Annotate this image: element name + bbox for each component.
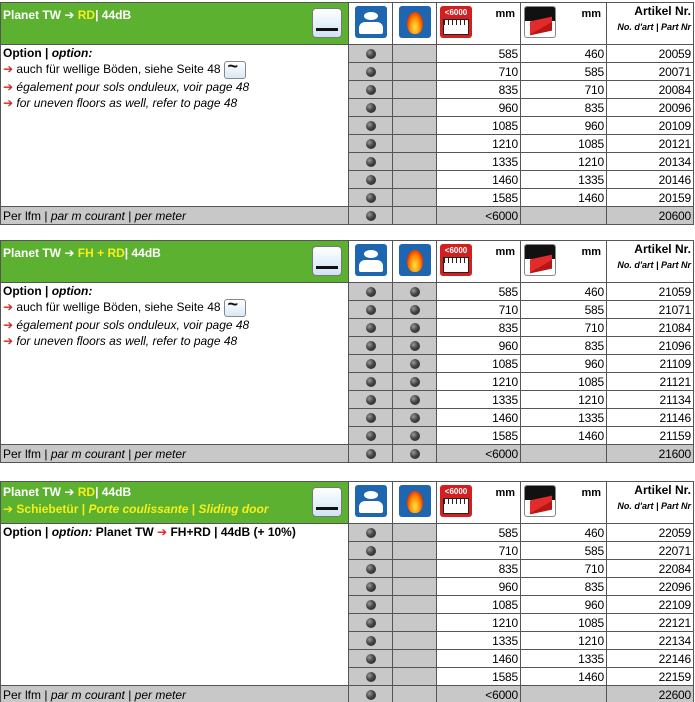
availability-dot bbox=[366, 413, 376, 423]
table-row: 710 585 21071 bbox=[1, 301, 694, 319]
product-table-fh-rd bbox=[0, 240, 693, 463]
availability-dot bbox=[366, 211, 376, 221]
availability-dot bbox=[410, 413, 420, 423]
product-table-sliding-door bbox=[0, 481, 693, 702]
availability-dot bbox=[366, 359, 376, 369]
table-row: 1335 1210 22134 bbox=[1, 632, 694, 650]
floor-seal-icon bbox=[312, 8, 342, 38]
availability-dot bbox=[366, 449, 376, 459]
option-notes: Option | option: ➔ auch für wellige Böden, siehe Seite 48~ ➔ également pour sols onduleux, voir page 48 ➔ for uneven floors as well, refer to page 48 bbox=[1, 283, 349, 445]
availability-dot bbox=[366, 49, 376, 59]
table-row: Option | option: ➔ auch für wellige Böden, siehe Seite 48~ ➔ également pour sols onduleux, voir page 48 ➔ for uneven floors as well, refer to page 48 585 460 21059 bbox=[1, 283, 694, 301]
section-subtitle: ➔ Schiebetür | Porte coulissante | Sliding door bbox=[3, 502, 269, 516]
fire-column-header bbox=[393, 241, 437, 283]
availability-dot bbox=[410, 395, 420, 405]
availability-dot bbox=[410, 449, 420, 459]
fire-icon bbox=[399, 6, 431, 38]
section-title: Planet TW ➔ RD| 44dB bbox=[1, 3, 349, 45]
cut-column-header: mm bbox=[521, 3, 607, 45]
availability-dot bbox=[366, 67, 376, 77]
cut-column-header: mm bbox=[521, 241, 607, 283]
availability-dot bbox=[366, 618, 376, 628]
availability-dot bbox=[366, 600, 376, 610]
saw-cut-icon bbox=[524, 6, 556, 38]
table-row: 835 710 20084 bbox=[1, 81, 694, 99]
snow-mountain-icon bbox=[355, 244, 387, 276]
table-row: 960 835 22096 bbox=[1, 578, 694, 596]
table-row: 1085 960 22109 bbox=[1, 596, 694, 614]
article-column-header: Artikel Nr. No. d'art | Part Nr bbox=[607, 3, 694, 45]
option-notes: Option | option: Planet TW ➔ FH+RD | 44dB (+ 10%) bbox=[1, 524, 349, 686]
availability-dot bbox=[366, 528, 376, 538]
availability-dot bbox=[366, 175, 376, 185]
table-row: 1085 960 21109 bbox=[1, 355, 694, 373]
floor-seal-icon bbox=[312, 487, 342, 517]
table-row: 1585 1460 22159 bbox=[1, 668, 694, 686]
table-row: 1210 1085 20121 bbox=[1, 135, 694, 153]
length-column-header: <6000 mm bbox=[437, 3, 521, 45]
table-row: 710 585 20071 bbox=[1, 63, 694, 81]
snow-mountain-icon bbox=[355, 485, 387, 517]
fire-column-header bbox=[393, 3, 437, 45]
availability-dot bbox=[410, 323, 420, 333]
ruler-icon: <6000 bbox=[440, 485, 472, 517]
article-column-header: Artikel Nr. No. d'art | Part Nr bbox=[607, 482, 694, 524]
table-footer-row: Per lfm | par m courant | per meter <6000 22600 bbox=[1, 686, 694, 702]
cut-column-header: mm bbox=[521, 482, 607, 524]
table-row: Option | option: ➔ auch für wellige Böden, siehe Seite 48~ ➔ également pour sols onduleux, voir page 48 ➔ for uneven floors as well, refer to page 48 585 460 20059 bbox=[1, 45, 694, 63]
availability-dot bbox=[366, 121, 376, 131]
table-row: 835 710 21084 bbox=[1, 319, 694, 337]
availability-dot bbox=[410, 431, 420, 441]
table-footer-row: Per lfm | par m courant | per meter <6000 20600 bbox=[1, 207, 694, 225]
saw-cut-icon bbox=[524, 244, 556, 276]
availability-dot bbox=[366, 323, 376, 333]
table-row: 1335 1210 20134 bbox=[1, 153, 694, 171]
section-title: Planet TW ➔ RD| 44dB ➔ Schiebetür | Porte coulissante | Sliding door bbox=[1, 482, 349, 524]
saw-cut-icon bbox=[524, 485, 556, 517]
fire-icon bbox=[399, 485, 431, 517]
table-row: 960 835 21096 bbox=[1, 337, 694, 355]
availability-dot bbox=[366, 690, 376, 700]
availability-dot bbox=[366, 431, 376, 441]
availability-dot bbox=[366, 193, 376, 203]
length-column-header: <6000 mm bbox=[437, 482, 521, 524]
option-notes: Option | option: ➔ auch für wellige Böden, siehe Seite 48~ ➔ également pour sols onduleux, voir page 48 ➔ for uneven floors as well, refer to page 48 bbox=[1, 45, 349, 207]
section-title: Planet TW ➔ FH + RD| 44dB bbox=[1, 241, 349, 283]
snow-column-header bbox=[349, 241, 393, 283]
article-column-header: Artikel Nr. No. d'art | Part Nr bbox=[607, 241, 694, 283]
table-row: 960 835 20096 bbox=[1, 99, 694, 117]
availability-dot bbox=[366, 287, 376, 297]
snow-column-header bbox=[349, 3, 393, 45]
availability-dot bbox=[366, 377, 376, 387]
ruler-icon: <6000 bbox=[440, 6, 472, 38]
table-row: 710 585 22071 bbox=[1, 542, 694, 560]
table-row: 1085 960 20109 bbox=[1, 117, 694, 135]
availability-dot bbox=[366, 654, 376, 664]
ruler-icon: <6000 bbox=[440, 244, 472, 276]
fire-column-header bbox=[393, 482, 437, 524]
table-row: 835 710 22084 bbox=[1, 560, 694, 578]
availability-dot bbox=[366, 564, 376, 574]
availability-dot bbox=[366, 582, 376, 592]
table-row: Option | option: Planet TW ➔ FH+RD | 44dB (+ 10%) 585 460 22059 bbox=[1, 524, 694, 542]
table-row: 1585 1460 20159 bbox=[1, 189, 694, 207]
availability-dot bbox=[410, 287, 420, 297]
table-row: 1460 1335 21146 bbox=[1, 409, 694, 427]
availability-dot bbox=[410, 341, 420, 351]
table-row: 1585 1460 21159 bbox=[1, 427, 694, 445]
availability-dot bbox=[366, 103, 376, 113]
table-footer-row: Per lfm | par m courant | per meter <6000 21600 bbox=[1, 445, 694, 463]
availability-dot bbox=[410, 305, 420, 315]
availability-dot bbox=[366, 341, 376, 351]
wave-floor-icon bbox=[224, 299, 246, 317]
availability-dot bbox=[366, 85, 376, 95]
snow-mountain-icon bbox=[355, 6, 387, 38]
wave-floor-icon bbox=[224, 61, 246, 79]
fire-icon bbox=[399, 244, 431, 276]
availability-dot bbox=[366, 305, 376, 315]
product-table-rd bbox=[0, 2, 693, 225]
table-row: 1335 1210 21134 bbox=[1, 391, 694, 409]
availability-dot bbox=[366, 157, 376, 167]
table-row: 1460 1335 22146 bbox=[1, 650, 694, 668]
availability-dot bbox=[366, 395, 376, 405]
availability-dot bbox=[366, 636, 376, 646]
availability-dot bbox=[366, 139, 376, 149]
table-row: 1210 1085 22121 bbox=[1, 614, 694, 632]
availability-dot bbox=[366, 672, 376, 682]
table-row: 1210 1085 21121 bbox=[1, 373, 694, 391]
availability-dot bbox=[410, 377, 420, 387]
floor-seal-icon bbox=[312, 246, 342, 276]
snow-column-header bbox=[349, 482, 393, 524]
length-column-header: <6000 mm bbox=[437, 241, 521, 283]
availability-dot bbox=[410, 359, 420, 369]
availability-dot bbox=[366, 546, 376, 556]
table-row: 1460 1335 20146 bbox=[1, 171, 694, 189]
